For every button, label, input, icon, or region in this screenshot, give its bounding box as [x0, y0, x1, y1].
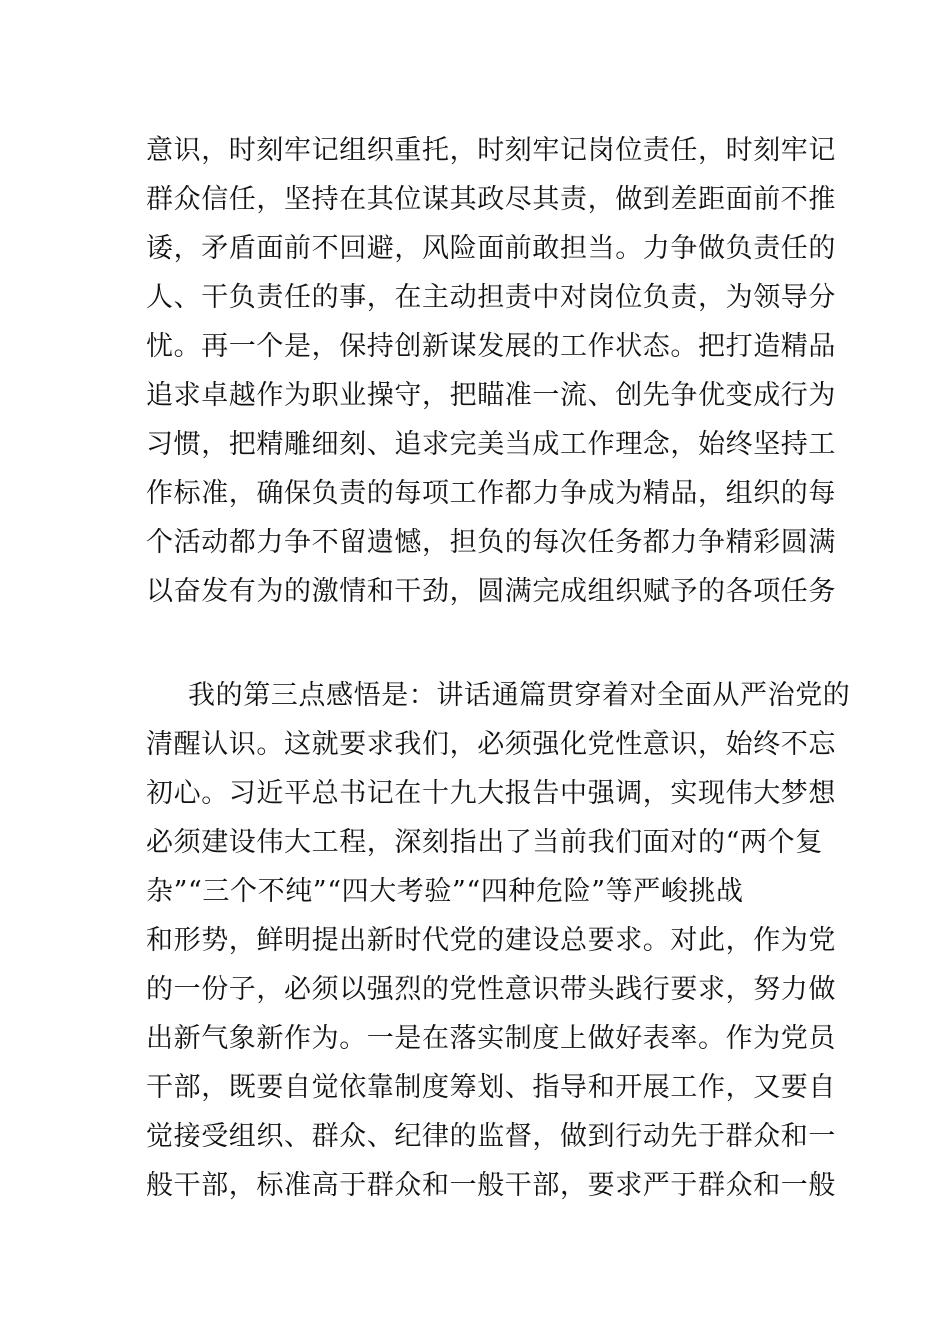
text-line: 追求卓越作为职业操守，把瞄准一流、创先争优变成行为 — [146, 380, 836, 411]
text-line: 和形势，鲜明提出新时代党的建设总要求。对此，作为党 — [146, 925, 836, 956]
text-line: 出新气象新作为。一是在落实制度上做好表率。作为党员 — [146, 1023, 836, 1054]
text-line: 觉接受组织、群众、纪律的监督，做到行动先于群众和一 — [146, 1121, 836, 1152]
text-line: 我的第三点感悟是：讲话通篇贯穿着对全面从严治党的 — [188, 680, 851, 711]
text-line: 习惯，把精雕细刻、追求完美当成工作理念，始终坚持工 — [146, 429, 836, 460]
text-line: 杂”“三个不纯”“四大考验”“四种危险”等严峻挑战 — [146, 876, 744, 907]
text-line: 诿，矛盾面前不回避，风险面前敢担当。力争做负责任的 — [146, 233, 836, 264]
text-line: 意识，时刻牢记组织重托，时刻牢记岗位责任，时刻牢记 — [146, 135, 836, 166]
text-line: 清醒认识。这就要求我们，必须强化党性意识，始终不忘 — [146, 729, 836, 760]
text-line: 忧。再一个是，保持创新谋发展的工作状态。把打造精品 — [146, 331, 836, 362]
text-line: 必须建设伟大工程，深刻指出了当前我们面对的“两个复 — [146, 827, 823, 858]
text-line: 初心。习近平总书记在十九大报告中强调，实现伟大梦想 — [146, 778, 836, 809]
text-line: 个活动都力争不留遗憾，担负的每次任务都力争精彩圆满 — [146, 527, 836, 558]
text-line: 群众信任，坚持在其位谋其政尽其责，做到差距面前不推 — [146, 184, 836, 215]
text-line: 人、干负责任的事，在主动担责中对岗位负责，为领导分 — [146, 282, 836, 313]
text-line: 的一份子，必须以强烈的党性意识带头践行要求，努力做 — [146, 974, 836, 1005]
text-line: 以奋发有为的激情和干劲，圆满完成组织赋予的各项任务 — [146, 576, 836, 607]
text-line: 干部，既要自觉依靠制度筹划、指导和开展工作，又要自 — [146, 1072, 836, 1103]
text-line: 作标准，确保负责的每项工作都力争成为精品，组织的每 — [146, 478, 836, 509]
text-line: 般干部，标准高于群众和一般干部，要求严于群众和一般 — [146, 1170, 836, 1201]
